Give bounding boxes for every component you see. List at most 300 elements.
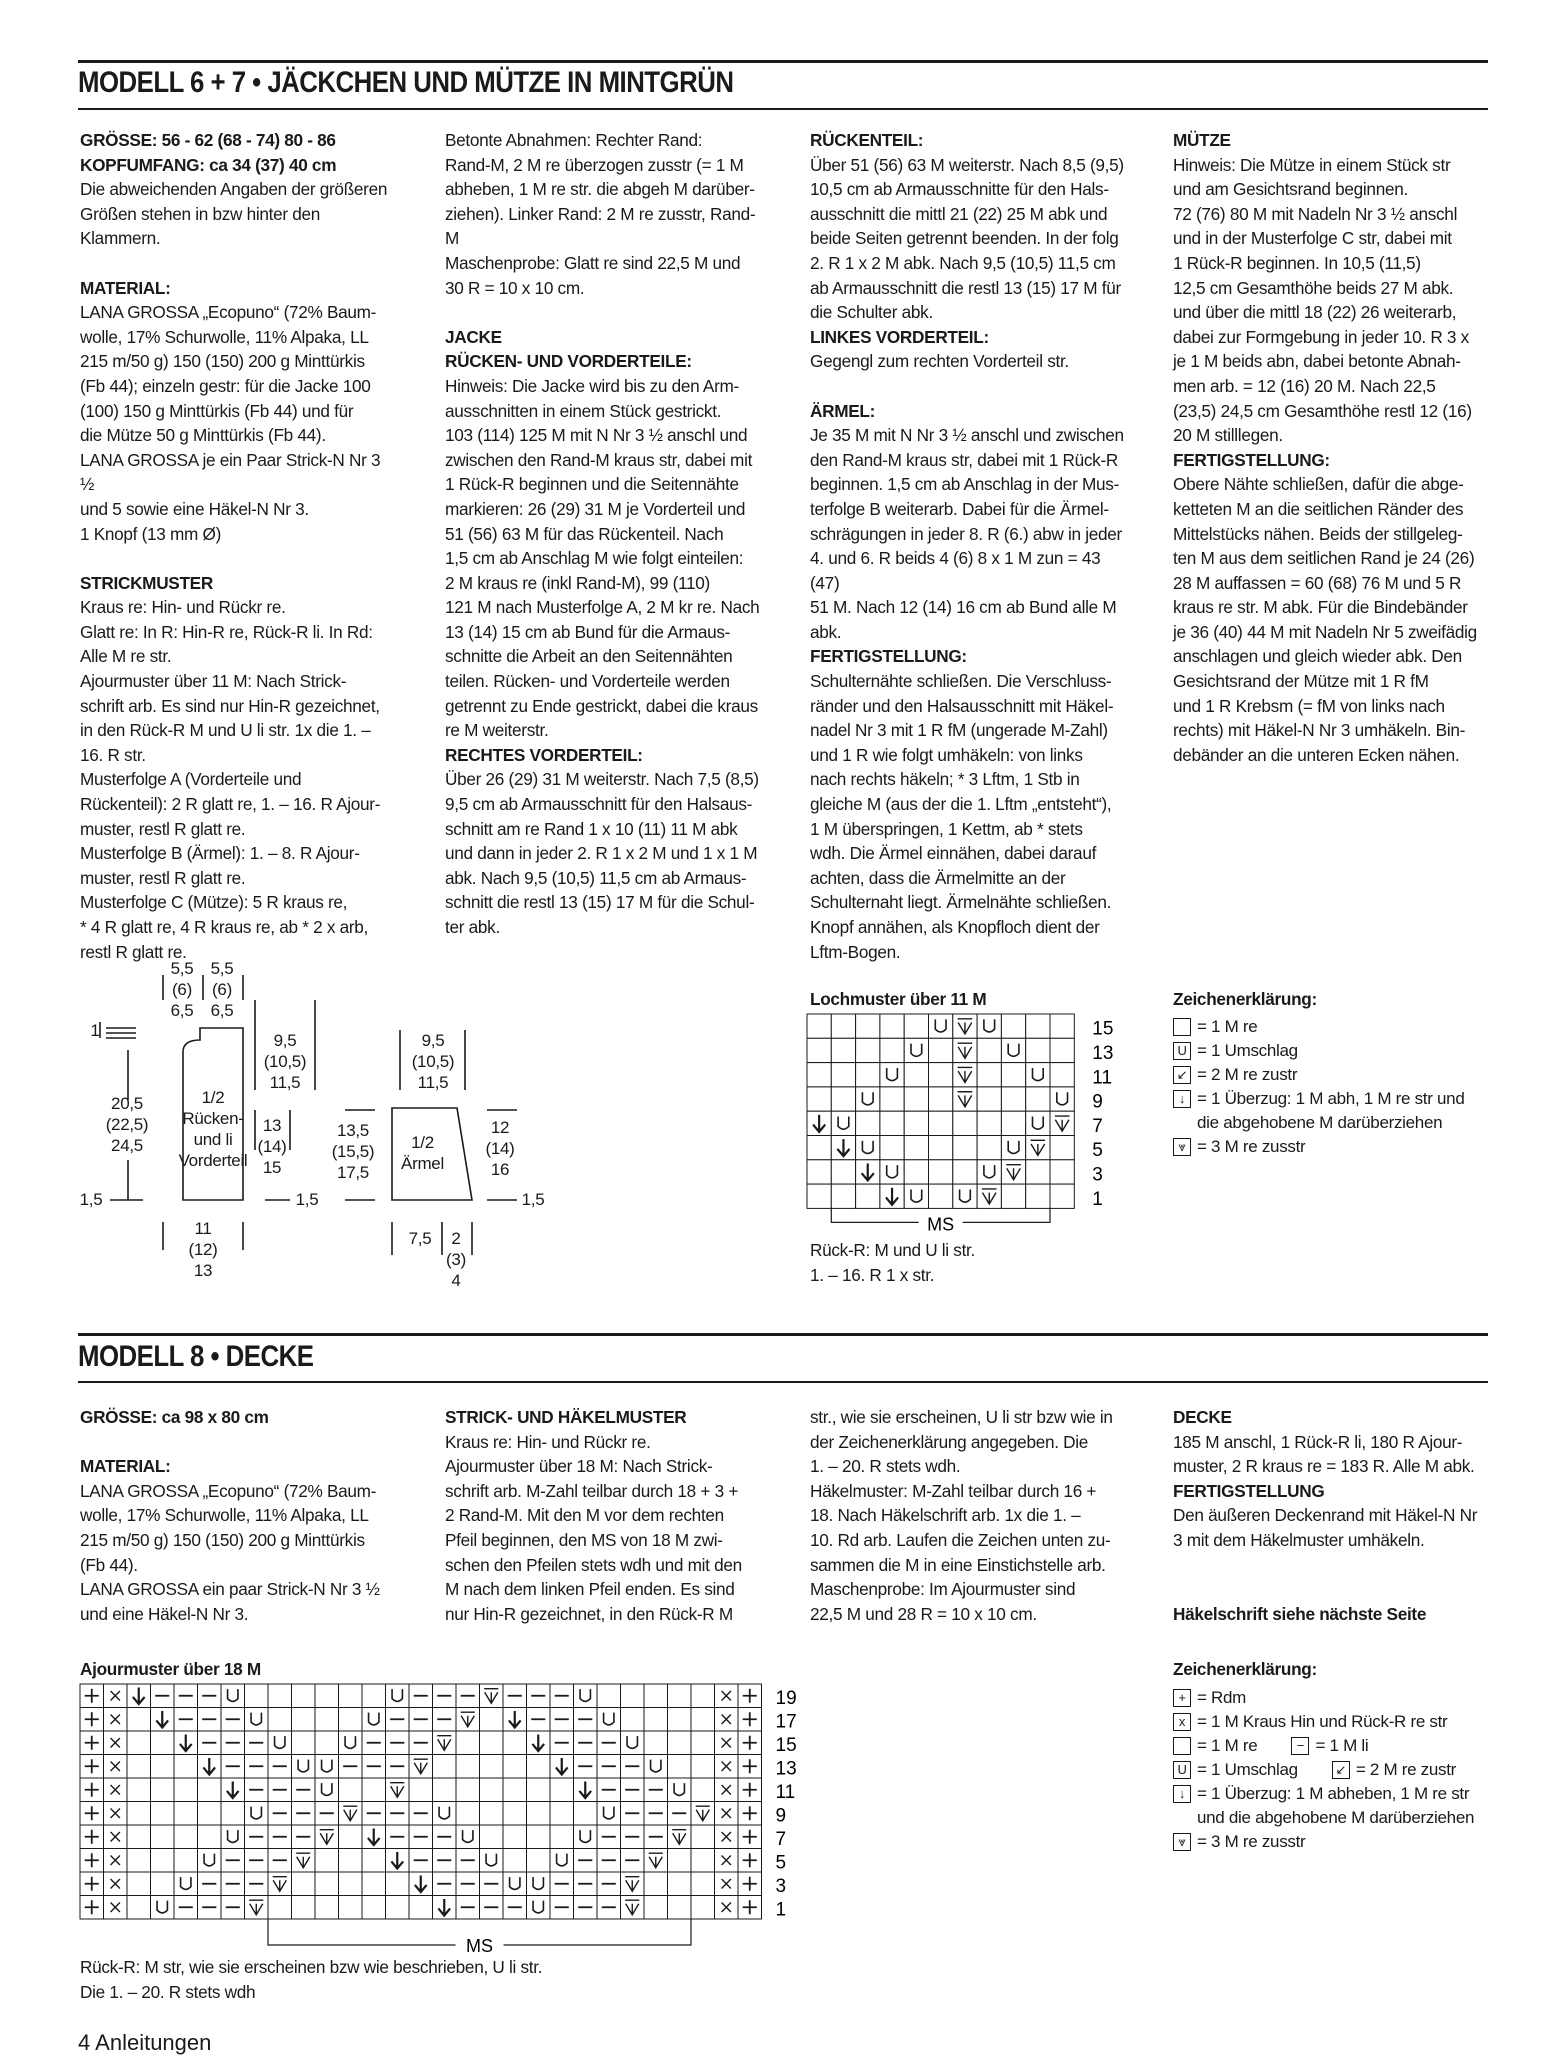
chart-cell	[174, 1802, 198, 1826]
chart-cell	[1001, 1063, 1025, 1087]
k2tog-icon: ↙	[1173, 1066, 1191, 1084]
text-line: ter abk.	[445, 917, 500, 937]
chart-cell	[527, 1778, 551, 1802]
yarn-over-icon: U	[1173, 1042, 1191, 1060]
chart-cell	[621, 1708, 645, 1732]
chart-cell	[807, 1014, 831, 1038]
chart-cell	[831, 1160, 855, 1184]
legend-text: = 1 M re	[1197, 1736, 1258, 1755]
chart-cell	[456, 1825, 480, 1849]
row-number: 1	[775, 1899, 787, 1921]
ajour-notes: Rück-R: M str, wie sie erscheinen bzw wie beschrieben, U li str. Die 1. – 20. R stets wdh	[80, 1957, 543, 2002]
chart-cell	[1026, 1014, 1050, 1038]
text-line: GRÖSSE: ca 98 x 80 cm	[80, 1407, 269, 1427]
chart-cell	[668, 1684, 692, 1708]
text-line: wdh. Die Ärmel einnähen, dabei darauf	[810, 843, 1097, 864]
chart-cell	[1050, 1136, 1074, 1160]
chart-cell	[929, 1184, 953, 1208]
row-number: 11	[775, 1781, 796, 1803]
chart-cell	[668, 1778, 692, 1802]
chart-cell	[339, 1684, 363, 1708]
legend-text: = 3 M re zusstr	[1197, 1137, 1306, 1156]
slip-over-icon: ↓	[1173, 1090, 1191, 1108]
legend-row	[1173, 1710, 1513, 1734]
legend-text: die abgehobene M darüberziehen	[1197, 1113, 1443, 1132]
chart-cell	[668, 1755, 692, 1779]
chart-cell	[831, 1038, 855, 1062]
chart-cell	[550, 1802, 574, 1826]
text-line: Größen stehen in bzw hinter den Klammern.	[80, 203, 321, 249]
chart-cell	[929, 1087, 953, 1111]
garment-schematic	[0, 0, 560, 1300]
chart-cell	[339, 1731, 363, 1755]
chart-cell	[292, 1872, 316, 1896]
text-line: 18. Nach Häkelschrift arb. 1x die 1. –	[810, 1505, 1081, 1526]
text-line: 215 m/50 g) 150 (150) 200 g Minttürkis	[80, 1529, 365, 1550]
chart-cell	[831, 1063, 855, 1087]
text-line: M nach dem linken Pfeil enden. Es sind	[445, 1579, 735, 1600]
text-line: terfolge B weiterarb. Dabei für die Ärmel-	[810, 498, 1109, 519]
row-number: 7	[1092, 1115, 1103, 1137]
text-line: 28 M auffassen = 60 (68) 76 M und 5 R	[1173, 572, 1462, 593]
chart-cell	[127, 1708, 151, 1732]
text-line: 4. und 6. R beids 4 (6) 8 x 1 M zun = 43 (47)	[810, 548, 1101, 593]
lochmuster-title: Lochmuster über 11 M	[810, 989, 987, 1009]
chart-cell	[597, 1802, 621, 1826]
lochmuster-notes: Rück-R: M und U li str. 1. – 16. R 1 x str.	[810, 1240, 976, 1285]
row-number: 3	[1092, 1164, 1103, 1186]
text-line: RECHTES VORDERTEIL:	[445, 744, 643, 765]
garter-icon: x	[1173, 1713, 1191, 1731]
k3tog-icon: ⩔	[1173, 1833, 1191, 1851]
text-line: 103 (114) 125 M mit N Nr 3 ½ anschl und	[445, 425, 748, 446]
text-line: 22,5 M und 28 R = 10 x 10 cm.	[810, 1603, 1037, 1624]
text-line: 215 m/50 g) 150 (150) 200 g Minttürkis	[80, 351, 365, 372]
chart-cell	[433, 1802, 457, 1826]
text-line: 1 Rück-R beginnen. In 10,5 (11,5)	[1173, 252, 1421, 273]
chart-cell	[456, 1778, 480, 1802]
text-line: Alle M re str.	[80, 646, 172, 667]
text-line: dabei zur Formgebung in jeder 10. R 3 x	[1173, 326, 1469, 347]
text-line: muster, restl R glatt re.	[80, 867, 246, 888]
text-line: muster, restl R glatt re.	[80, 818, 246, 839]
text-line: 9,5 cm ab Armausschnitt für den Halsaus-	[445, 794, 753, 815]
chart-cell	[668, 1896, 692, 1920]
text-line: RÜCKEN- UND VORDERTEILE:	[445, 351, 692, 372]
chart-cell	[409, 1778, 433, 1802]
text-line: LANA GROSSA ein paar Strick-N Nr 3 ½	[80, 1579, 380, 1600]
text-line: Rand-M, 2 M re überzogen zusstr (= 1 M	[445, 154, 744, 175]
k3tog-icon: ⩔	[1173, 1138, 1191, 1156]
text-line: str., wie sie erscheinen, U li str bzw wie in	[810, 1407, 1113, 1427]
text-line: 16. R str.	[80, 744, 146, 765]
chart-cell	[268, 1896, 292, 1920]
schematic-lines	[0, 0, 560, 1300]
chart-cell	[831, 1087, 855, 1111]
chart-cell	[127, 1825, 151, 1849]
text-line: ÄRMEL:	[810, 400, 876, 421]
chart-cell	[245, 1708, 269, 1732]
chart-cell	[1001, 1038, 1025, 1062]
text-line: schnitte die Arbeit an den Seitennähten	[445, 646, 733, 667]
chart-cell	[880, 1014, 904, 1038]
spacer	[80, 1430, 398, 1455]
text-line: ränder und den Halsausschnitt mit Häkel-	[810, 695, 1114, 716]
chart-cell	[977, 1160, 1001, 1184]
text-line: ziehen). Linker Rand: 2 M re zusstr, Rand-	[445, 203, 756, 224]
text-line: sammen die M in eine Einstichstelle arb.	[810, 1554, 1106, 1575]
text-line: Je 35 M mit N Nr 3 ½ anschl und zwischen	[810, 425, 1124, 446]
dim-neck-1: 5,5 (6) 6,5	[170, 959, 194, 1020]
chart-cell	[856, 1136, 880, 1160]
yarn-over-icon: U	[1173, 1761, 1191, 1779]
chart-cell	[691, 1684, 715, 1708]
chart-cell	[807, 1136, 831, 1160]
legend2	[1173, 1686, 1513, 1854]
chart-cell	[151, 1731, 175, 1755]
legend1-title: Zeichenerklärung:	[1173, 989, 1317, 1009]
text-line: kraus re str. M abk. Für die Bindebänder	[1173, 597, 1468, 618]
blank-symbol-icon	[1173, 1018, 1191, 1036]
chart-cell	[527, 1872, 551, 1896]
text-line: ab Armausschnitt die restl 13 (15) 17 M für	[810, 277, 1121, 298]
text-line: * 4 R glatt re, 4 R kraus re, ab * 2 x arb,	[80, 917, 369, 937]
legend-text: = 2 M re zustr	[1197, 1065, 1298, 1084]
chart-cell	[362, 1849, 386, 1873]
legend-text: und die abgehobene M darüberziehen	[1197, 1808, 1475, 1827]
chart-cell	[597, 1684, 621, 1708]
model8-col1	[80, 1405, 398, 1626]
text-line: schnitt am re Rand 1 x 10 (11) 11 M abk	[445, 818, 738, 839]
model67-col3	[810, 128, 1130, 964]
legend-text: = 1 Umschlag	[1197, 1041, 1298, 1060]
legend-text: = 3 M re zusstr	[1197, 1832, 1306, 1851]
legend-row	[1173, 1087, 1503, 1111]
text-line: (100) 150 g Minttürkis (Fb 44) und für	[80, 400, 354, 421]
text-line: schrift arb. Es sind nur Hin-R gezeichnet,	[80, 695, 380, 716]
chart-cell	[127, 1731, 151, 1755]
edge-stitch-icon: +	[1173, 1689, 1191, 1707]
chart-cell	[856, 1087, 880, 1111]
chart-cell	[198, 1849, 222, 1873]
chart-cell	[807, 1184, 831, 1208]
chart-cell	[644, 1731, 668, 1755]
text-line: 72 (76) 80 M mit Nadeln Nr 3 ½ anschl	[1173, 203, 1458, 224]
chart-cell	[527, 1802, 551, 1826]
text-line: MATERIAL:	[80, 277, 171, 298]
text-line: STRICKMUSTER	[80, 572, 213, 593]
text-line: 1 Rück-R beginnen und die Seitennähte	[445, 474, 739, 495]
model67-col4	[1173, 128, 1493, 767]
text-line: FERTIGSTELLUNG:	[1173, 449, 1330, 470]
text-line: schnitt die restl 13 (15) 17 M für die Schul-	[445, 892, 755, 913]
blank-symbol-icon	[1173, 1737, 1191, 1755]
chart-cell	[904, 1184, 928, 1208]
chart-cell	[386, 1684, 410, 1708]
chart-cell	[456, 1802, 480, 1826]
chart-cell	[807, 1160, 831, 1184]
chart-cell	[621, 1731, 645, 1755]
text-line: und 1 R Krebsm (= fM von links nach	[1173, 695, 1445, 716]
text-line: schrift arb. M-Zahl teilbar durch 18 + 3 +	[445, 1480, 739, 1501]
text-line: nadel Nr 3 mit 1 R fM (ungerade M-Zahl)	[810, 720, 1108, 741]
chart-cell	[245, 1684, 269, 1708]
chart-cell	[856, 1111, 880, 1135]
text-line: (23,5) 24,5 cm Gesamthöhe restl 12 (16)	[1173, 400, 1472, 421]
chart-cell	[1001, 1111, 1025, 1135]
chart-cell	[574, 1684, 598, 1708]
text-line: GRÖSSE: 56 - 62 (68 - 74) 80 - 86	[80, 130, 336, 150]
chart-cell	[174, 1778, 198, 1802]
row-number: 5	[775, 1852, 787, 1874]
text-line: und dann in jeder 2. R 1 x 2 M und 1 x 1 M	[445, 843, 758, 864]
legend1	[1173, 1015, 1503, 1159]
text-line: anschlagen und gleich wieder abk. Den	[1173, 646, 1462, 667]
chart-cell	[127, 1849, 151, 1873]
chart-cell	[929, 1038, 953, 1062]
chart-cell	[315, 1896, 339, 1920]
legend-text: = 2 M re zustr	[1355, 1760, 1457, 1779]
text-line: markieren: 26 (29) 31 M je Vorderteil und	[445, 498, 746, 519]
chart-cell	[644, 1896, 668, 1920]
chart-cell	[550, 1849, 574, 1873]
spacer	[810, 374, 1130, 399]
model8-col3	[810, 1405, 1130, 1626]
legend-row	[1173, 1111, 1503, 1135]
text-line: der Zeichenerklärung angegeben. Die	[810, 1431, 1089, 1452]
chart-cell	[1050, 1087, 1074, 1111]
text-line: 10,5 cm ab Armausschnitte für den Hals-	[810, 179, 1109, 200]
chart-cell	[929, 1160, 953, 1184]
legend-text: = 1 Überzug: 1 M abh, 1 M re str und	[1197, 1089, 1465, 1108]
text-line: re M weiterstr.	[445, 720, 549, 741]
chart-cell	[127, 1802, 151, 1826]
chart-cell	[315, 1684, 339, 1708]
text-line: 51 M. Nach 12 (14) 16 cm ab Bund alle M	[810, 597, 1117, 618]
text-line: LINKES VORDERTEIL:	[810, 326, 989, 347]
text-line: 20 M stilllegen.	[1173, 425, 1283, 446]
chart-cell	[151, 1896, 175, 1920]
chart-cell	[807, 1063, 831, 1087]
text-line: abk. Nach 9,5 (10,5) 11,5 cm ab Armaus-	[445, 867, 747, 888]
row-number: 13	[775, 1758, 797, 1780]
legend-row	[1173, 1686, 1513, 1710]
row-number: 13	[1092, 1042, 1114, 1064]
legend-row	[1173, 1782, 1513, 1806]
legend-row	[1173, 1015, 1503, 1039]
chart-cell	[362, 1896, 386, 1920]
chart-cell	[1026, 1038, 1050, 1062]
chart-cell	[668, 1731, 692, 1755]
text-line: 185 M anschl, 1 Rück-R li, 180 R Ajour-	[1173, 1431, 1463, 1452]
row-number: 9	[775, 1805, 787, 1827]
dim-body-height: 20,5 (22,5) 24,5	[105, 1094, 149, 1155]
chart-cell	[644, 1872, 668, 1896]
row-number: 19	[775, 1687, 797, 1709]
legend-text: = 1 Überzug: 1 M abheben, 1 M re str	[1197, 1784, 1470, 1803]
text-line: die Mütze 50 g Minttürkis (Fb 44).	[80, 425, 326, 446]
text-line: Schulternaht liegt. Ärmelnähte schließen.	[810, 892, 1112, 913]
chart-cell	[1050, 1063, 1074, 1087]
chart-cell	[644, 1708, 668, 1732]
row-number: 7	[775, 1828, 787, 1850]
text-line: getrennt zu Ende gestrickt, dabei die kraus	[445, 695, 758, 716]
text-line: und 5 sowie eine Häkel-N Nr 3.	[80, 498, 309, 519]
chart-cell	[456, 1731, 480, 1755]
chart-cell	[127, 1872, 151, 1896]
chart-cell	[315, 1849, 339, 1873]
text-line: 2 Rand-M. Mit den M vor dem rechten	[445, 1505, 724, 1526]
ajourmuster-chart	[76, 1682, 1056, 1962]
chart-cell	[691, 1825, 715, 1849]
chart-cell	[880, 1038, 904, 1062]
chart-cell	[644, 1755, 668, 1779]
section-name: Anleitungen	[95, 2030, 212, 2055]
chart-cell	[433, 1778, 457, 1802]
text-line: ketteten M an die seitlichen Ränder des	[1173, 498, 1464, 519]
text-line: schen den Pfeilen stets wdh und mit den	[445, 1554, 742, 1575]
chart-cell	[574, 1802, 598, 1826]
text-line: RÜCKENTEIL:	[810, 130, 924, 150]
legend-row	[1173, 1758, 1513, 1782]
text-line: je 1 M beids abn, dabei betonte Abnah-	[1173, 351, 1461, 372]
chart-cell	[292, 1896, 316, 1920]
text-line: MÜTZE	[1173, 130, 1231, 150]
chart-cell	[339, 1825, 363, 1849]
text-line: Kraus re: Hin- und Rückr re.	[80, 597, 286, 618]
chart-cell	[880, 1160, 904, 1184]
chart-cell	[1001, 1136, 1025, 1160]
chart-cell	[1026, 1184, 1050, 1208]
chart-cell	[1050, 1038, 1074, 1062]
chart-cell	[362, 1872, 386, 1896]
text-line: beginnen. 1,5 cm ab Anschlag in der Mus-	[810, 474, 1120, 495]
chart-cell	[977, 1111, 1001, 1135]
text-line: STRICK- UND HÄKELMUSTER	[445, 1407, 687, 1427]
chart-cell	[221, 1684, 245, 1708]
chart-cell	[221, 1825, 245, 1849]
chart-cell	[456, 1755, 480, 1779]
text-line: Häkelschrift siehe nächste Seite	[1173, 1603, 1427, 1624]
text-line: men arb. = 12 (16) 20 M. Nach 22,5	[1173, 375, 1436, 396]
text-line: gleiche M (aus der die 1. Lftm „entsteht“),	[810, 794, 1112, 815]
chart-cell	[904, 1136, 928, 1160]
text-line: LANA GROSSA je ein Paar Strick-N Nr 3 ½	[80, 449, 381, 495]
chart-cell	[198, 1778, 222, 1802]
chart-cell	[503, 1825, 527, 1849]
legend-text: = Rdm	[1197, 1688, 1247, 1707]
chart-cell	[904, 1160, 928, 1184]
chart-cell	[1026, 1063, 1050, 1087]
text-line: abheben, 1 M re str. die abgeh M darüber-	[445, 179, 755, 200]
chart-cell	[503, 1731, 527, 1755]
text-line: muster, 2 R kraus re = 183 R. Alle M abk.	[1173, 1456, 1475, 1477]
chart-cell	[386, 1872, 410, 1896]
chart-cell	[977, 1038, 1001, 1062]
dim-armhole: 9,5 (10,5) 11,5	[263, 1031, 307, 1092]
spacer	[1173, 1553, 1493, 1578]
chart-cell	[691, 1731, 715, 1755]
model8-title: MODELL 8 • DECKE	[78, 1340, 314, 1373]
page-number: 4	[78, 2030, 91, 2055]
k2tog-icon: ↙	[1332, 1761, 1350, 1779]
chart-cell	[174, 1755, 198, 1779]
chart-cell	[433, 1755, 457, 1779]
text-line: ten M aus dem seitlichen Rand je 24 (26)	[1173, 548, 1475, 569]
chart-cell	[880, 1111, 904, 1135]
page-footer	[78, 2030, 211, 2056]
text-line: MATERIAL:	[80, 1456, 171, 1477]
dim-neck-2: 5,5 (6) 6,5	[210, 959, 234, 1020]
chart-cell	[668, 1708, 692, 1732]
row-number: 3	[775, 1875, 787, 1897]
text-line: Über 26 (29) 31 M weiterstr. Nach 7,5 (8,5)	[445, 769, 759, 790]
chart-cell	[977, 1087, 1001, 1111]
text-line: wolle, 17% Schurwolle, 11% Alpaka, LL	[80, 1505, 369, 1526]
text-line: 1 Knopf (13 mm Ø)	[80, 523, 222, 544]
text-line: JACKE	[445, 326, 502, 347]
legend-text: = 1 Umschlag	[1197, 1760, 1298, 1779]
row-number: 9	[1092, 1091, 1103, 1113]
dim-band-3: 1,5	[521, 1190, 545, 1209]
text-line: Rückenteil): 2 R glatt re, 1. – 16. R Ajour-	[80, 794, 381, 815]
chart-cell	[527, 1896, 551, 1920]
chart-cell	[691, 1896, 715, 1920]
text-line: Glatt re: In R: Hin-R re, Rück-R li. In Rd:	[80, 621, 373, 642]
text-line: LANA GROSSA „Ecopuno“ (72% Baum-	[80, 302, 377, 323]
text-line: DECKE	[1173, 1407, 1232, 1427]
legend-row	[1173, 1734, 1513, 1758]
text-line: (Fb 44); einzeln gestr: für die Jacke 100	[80, 375, 371, 396]
dim-sleeve-inc: 2 (3) 4	[446, 1229, 466, 1290]
text-line: Betonte Abnahmen: Rechter Rand:	[445, 130, 703, 150]
chart-cell	[691, 1755, 715, 1779]
chart-cell	[929, 1111, 953, 1135]
chart-cell	[245, 1802, 269, 1826]
dim-sleeve-width: 13,5 (15,5) 17,5	[331, 1121, 375, 1182]
text-line: 3 mit dem Häkelmuster umhäkeln.	[1173, 1529, 1425, 1550]
text-line: abk.	[810, 621, 842, 642]
text-line: und über die mittl 18 (22) 26 weiterarb,	[1173, 302, 1457, 323]
chart-cell	[480, 1778, 504, 1802]
chart-cell	[644, 1684, 668, 1708]
text-line: und eine Häkel-N Nr 3.	[80, 1603, 249, 1624]
chart-cell	[268, 1708, 292, 1732]
text-line: 30 R = 10 x 10 cm.	[445, 277, 585, 298]
text-line: FERTIGSTELLUNG	[1173, 1480, 1325, 1501]
section-rule-under-title8	[78, 1381, 1488, 1383]
chart-cell	[503, 1849, 527, 1873]
chart-cell	[480, 1755, 504, 1779]
text-line: 12,5 cm Gesamthöhe beids 27 M abk.	[1173, 277, 1454, 298]
chart-cell	[929, 1136, 953, 1160]
legend-text: = 1 M li	[1315, 1736, 1369, 1755]
text-line: LANA GROSSA „Ecopuno“ (72% Baum-	[80, 1480, 377, 1501]
chart-cell	[315, 1872, 339, 1896]
text-line: ausschnitten in einem Stück gestrickt.	[445, 400, 722, 421]
chart-cell	[1026, 1087, 1050, 1111]
chart-cell	[977, 1063, 1001, 1087]
chart-cell	[151, 1872, 175, 1896]
legend-row	[1173, 1806, 1513, 1830]
row-number: 5	[1092, 1140, 1103, 1162]
text-line: Musterfolge C (Mütze): 5 R kraus re,	[80, 892, 348, 913]
dim-sleeve-height: 12 (14) 16	[485, 1118, 515, 1179]
chart-cell	[480, 1731, 504, 1755]
chart-cell	[953, 1136, 977, 1160]
chart-cell	[292, 1684, 316, 1708]
chart-cell	[904, 1063, 928, 1087]
